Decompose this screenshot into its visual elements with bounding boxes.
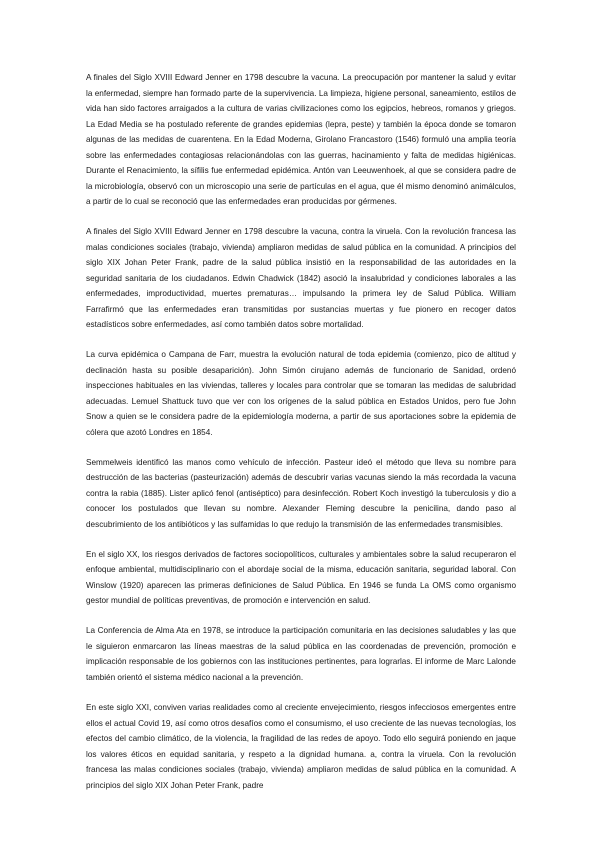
paragraph-6: La Conferencia de Alma Ata en 1978, se introduce la participación comunitaria en las decisiones saludables y las que le siguieron enmarcaron las líneas maestras de la salud pública en las coordenadas de prevención, promoción e implicación responsable de los gobiernos con las instituciones pertinentes, para lograrlas. El informe de Marc Lalonde también orientó el sistema médico nacional a la prevención. (86, 626, 516, 682)
paragraph-3: La curva epidémica o Campana de Farr, muestra la evolución natural de toda epidemia (comienzo, pico de altitud y declinación hasta su posible desaparición). John Simón cirujano además de funcionario de Sanidad, ordenó inspecciones habituales en las viviendas, talleres y locales para controlar que se tomaran las medidas de salubridad adecuadas. Lemuel Shattuck tuvo que ver con los orígenes de la salud pública en Estados Unidos, pero fue John Snow a quien se le considera padre de la epidemiología moderna, a partir de sus aportaciones sobre la epidemia de cólera que azotó Londres en 1854. (86, 350, 516, 437)
paragraph-5: En el siglo XX, los riesgos derivados de factores sociopolíticos, culturales y ambientales sobre la salud recuperaron el enfoque ambiental, multidisciplinario con el abordaje social de la misma, educación sanitaria, seguridad laboral. Con Winslow (1920) aparecen las primeras definiciones de Salud Pública. En 1946 se funda La OMS como organismo gestor mundial de políticas preventivas, de promoción e intervención en salud. (86, 549, 516, 606)
document-body (86, 70, 516, 808)
paragraph-4: Semmelweis identificó las manos como vehículo de infección. Pasteur ideó el método que lleva su nombre para destrucción de las bacterias (pasteurización) además de descubrir varias vacunas siendo la más recordada la vacuna contra la rabia (1885). Lister aplicó fenol (antiséptico) para desinfección. Robert Koch investigó la tuberculosis y dio a conocer los postulados que llevan su nombre. Alexander Fleming descubre la penicilina, dando paso al descubrimiento de los antibióticos y las sulfamidas lo que redujo la transmisión de las enfermedades transmisibles. (86, 457, 516, 529)
paragraph-1: A finales del Siglo XVIII Edward Jenner en 1798 descubre la vacuna. La preocupación por mantener la salud y evitar la enfermedad, siempre han formado parte de la supervivencia. La limpieza, higiene personal, saneamiento, estilos de vida han sido factores arraigados a la cultura de varias civilizaciones como los egipcios, hebreos, romanos y griegos. La Edad Media se ha postulado referente de grandes epidemias (lepra, peste) y también la época donde se tomaron algunas de las medidas de cuarentena. En la Edad Moderna, Girolano Francastoro (1546) formuló una amplia teoría sobre las enfermedades contagiosas relacionándolas con las guerras, hacinamiento y falta de medidas higiénicas. Durante el Renacimiento, la sífilis fue enfermedad epidémica. Antón van Leeuwenhoek, al que se considera padre de la microbiología, observó con un microscopio una serie de partículas en el agua, que él mismo denominó animálculos, a partir de lo cual se reconoció que las enfermedades eran producidas por gérmenes. (86, 73, 516, 206)
paragraph-2: A finales del Siglo XVIII Edward Jenner en 1798 descubre la vacuna, contra la viruela. Con la revolución francesa las malas condiciones sociales (trabajo, vivienda) ampliaron medidas de salud pública en la comunidad. A principios del siglo XIX Johan Peter Frank, padre de la salud pública insistió en la responsabilidad de las autoridades en la seguridad sanitaria de los ciudadanos. Edwin Chadwick (1842) asoció la insalubridad y condiciones laborales a las enfermedades, improductividad, muertes prematuras… impulsando la primera ley de Salud Pública. William Farrafirmó que las enfermedades eran transmitidas por sustancias muertas y fue pionero en recoger datos estadísticos sobre enfermedades, así como también datos sobre mortalidad. (86, 227, 516, 330)
paragraph-7: En este siglo XXI, conviven varias realidades como al creciente envejecimiento, riesgos infecciosos emergentes entre ellos el actual Covid 19, así como otros desafíos como el consumismo, el uso creciente de las nuevas tecnologías, los efectos del cambio climático, de la violencia, la fragilidad de las redes de apoyo. Todo ello seguirá poniendo en jaque los valores éticos en equidad sanitaria, y respeto a la dignidad humana. a, contra la viruela. Con la revolución francesa las malas condiciones sociales (trabajo, vivienda) ampliaron medidas de salud pública en la comunidad. A principios del siglo XIX Johan Peter Frank, padre (86, 703, 516, 790)
